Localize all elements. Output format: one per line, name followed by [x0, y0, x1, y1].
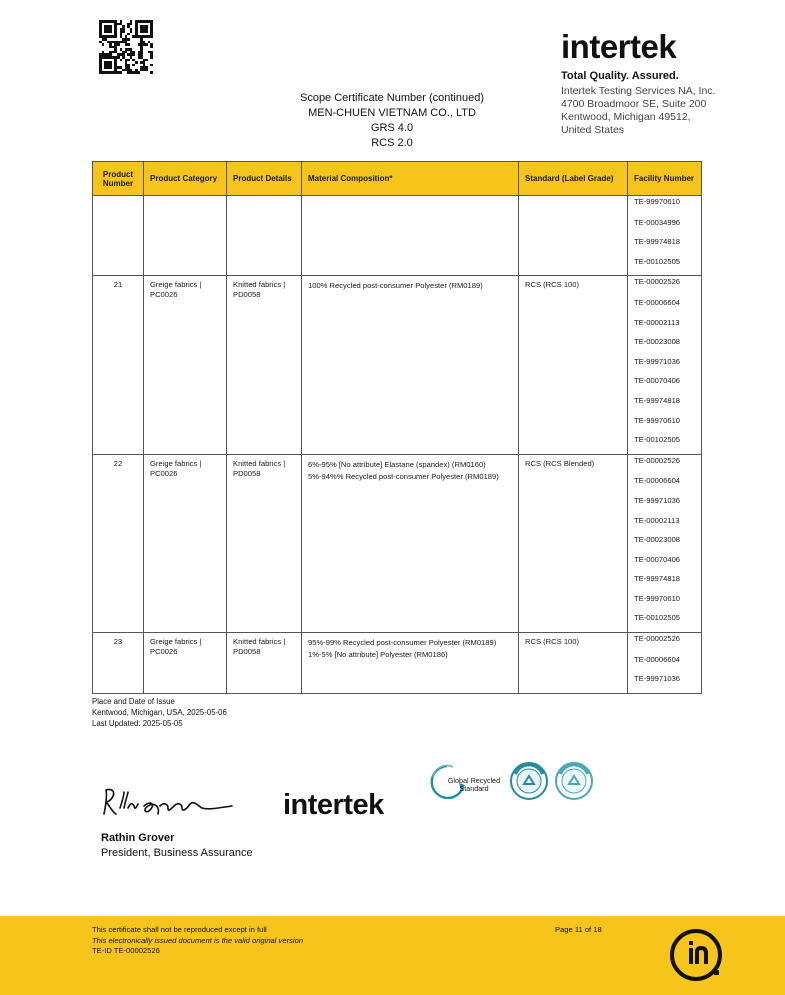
- product-details-cell: Knitted fabrics | PD0058: [227, 454, 302, 632]
- product-category-cell: Greige fabrics | PC0026: [144, 633, 227, 694]
- product-number-cell: 21: [93, 276, 144, 454]
- facility-number: TE-99974818: [634, 395, 681, 405]
- facility-number: TE-00002113: [634, 515, 680, 525]
- standard-cell: RCS (RCS 100): [519, 633, 628, 694]
- issue-label: Place and Date of Issue: [92, 697, 175, 706]
- facility-number: TE-00002526: [634, 455, 681, 465]
- footer-line: This electronically issued document is the valid original version: [92, 935, 304, 945]
- facility-number: TE-00034996: [634, 217, 681, 227]
- facility-number: TE-99970610: [634, 593, 681, 603]
- material-line: 1%-5% [No attribute] Polyester (RM0186): [308, 650, 448, 660]
- product-details-cell: Knitted fabrics | PD0058: [227, 633, 302, 694]
- facility-number: TE-00006604: [634, 476, 681, 486]
- column-header: Material Composition*: [302, 162, 519, 196]
- standard-cell: [519, 196, 628, 276]
- address-line: Intertek Testing Services NA, Inc.: [561, 85, 716, 97]
- intertek-logo: intertek: [561, 28, 677, 65]
- column-header: Product Details: [227, 162, 302, 196]
- signature-image: [98, 784, 243, 826]
- standard-grs: GRS 4.0: [370, 122, 414, 134]
- intertek-circle-logo: [667, 926, 725, 984]
- column-header: Facility Number: [628, 162, 702, 196]
- last-updated: Last Updated: 2025-05-05: [92, 719, 183, 728]
- material-composition-cell: [302, 276, 519, 454]
- rcs-blended-badge: [555, 762, 593, 800]
- standard-cell: RCS (RCS Blended): [519, 454, 628, 632]
- signer-title: President, Business Assurance: [101, 847, 253, 859]
- column-header: Standard (Label Grade): [519, 162, 628, 196]
- facility-number: TE-00023008: [634, 535, 681, 545]
- facility-number: TE-99971036: [634, 495, 681, 505]
- facility-number: TE-00102505: [634, 435, 681, 445]
- grs-line2: Standard: [459, 784, 489, 793]
- material-composition-cell: [302, 633, 519, 694]
- issue-place-date: Kentwood, Michigan, USA, 2025-05-06: [92, 708, 227, 717]
- intertek-logo: intertek: [283, 789, 384, 821]
- certificate-title-block: [242, 91, 542, 151]
- facility-number: TE-99971036: [634, 674, 681, 684]
- facility-number: TE-00023008: [634, 337, 681, 347]
- qr-code-icon: [99, 20, 153, 74]
- facility-number: TE-00002526: [634, 634, 681, 644]
- facility-number: TE-00006604: [634, 297, 681, 307]
- footer-te-id: TE-ID TE-00002526: [92, 946, 160, 956]
- facility-number: TE-00002113: [634, 317, 680, 327]
- table-row: [93, 633, 702, 694]
- facility-number: TE-99974818: [634, 574, 681, 584]
- table-row: [93, 196, 702, 276]
- tagline: Total Quality. Assured.: [561, 70, 679, 82]
- product-details-cell: [227, 196, 302, 276]
- page-number: Page 11 of 18: [555, 925, 602, 934]
- column-header: Product Category: [144, 162, 227, 196]
- product-number-cell: [93, 196, 144, 276]
- grs-line1: Global Recycled: [447, 776, 501, 785]
- facility-number: TE-00102505: [634, 613, 681, 623]
- certificate-title: Scope Certificate Number (continued): [299, 92, 485, 104]
- material-line: 95%-99% Recycled post-consumer Polyester (RM0189): [308, 638, 497, 648]
- facility-number: TE-00070406: [634, 554, 681, 564]
- facility-number: TE-00002526: [634, 277, 681, 287]
- facility-number: TE-99971036: [634, 356, 681, 366]
- company-name: MEN-CHUEN VIETNAM CO., LTD: [308, 107, 476, 119]
- facility-number: TE-99970610: [634, 415, 681, 425]
- facility-number-cell: [628, 633, 702, 694]
- material-line: 5%-94%% Recycled post-consumer Polyester (RM0189): [308, 471, 499, 481]
- facility-number-cell: [628, 454, 702, 632]
- product-category-cell: Greige fabrics | PC0026: [144, 276, 227, 454]
- facility-number-cell: [628, 196, 702, 276]
- facility-number: TE-00070406: [634, 376, 681, 386]
- product-category-cell: [144, 196, 227, 276]
- product-number-cell: 22: [93, 454, 144, 632]
- grs-logo: [429, 763, 503, 799]
- standard-rcs: RCS 2.0: [371, 137, 413, 149]
- material-composition-cell: [302, 454, 519, 632]
- facility-number: TE-99970610: [634, 197, 681, 206]
- product-details-cell: Knitted fabrics | PD0058: [227, 276, 302, 454]
- address-line: Kentwood, Michigan 49512,: [561, 111, 691, 123]
- product-table: [92, 161, 702, 694]
- material-line: 100% Recycled post-consumer Polyester (RM0189): [308, 281, 483, 291]
- footer-notes: [92, 925, 303, 957]
- facility-number-cell: [628, 276, 702, 454]
- facility-number: TE-99974818: [634, 237, 681, 247]
- rcs-100-badge: [510, 762, 548, 800]
- issue-info: [92, 696, 227, 729]
- product-category-cell: Greige fabrics | PC0026: [144, 454, 227, 632]
- material-line: 6%-95% [No attribute] Elastane (spandex) (RM0160): [308, 459, 486, 469]
- company-address: [561, 85, 715, 137]
- address-line: 4700 Broadmoor SE, Suite 200: [561, 98, 707, 110]
- table-row: [93, 454, 702, 632]
- product-number-cell: 23: [93, 633, 144, 694]
- standard-cell: RCS (RCS 100): [519, 276, 628, 454]
- material-composition-cell: [302, 196, 519, 276]
- footer-line: This certificate shall not be reproduced except in full: [92, 925, 267, 934]
- address-line: United States: [561, 124, 625, 136]
- signer-name: Rathin Grover: [101, 832, 175, 844]
- facility-number: TE-00102505: [634, 256, 681, 266]
- facility-number: TE-00006604: [634, 654, 681, 664]
- column-header: Product Number: [93, 162, 144, 196]
- table-row: [93, 276, 702, 454]
- table-header-row: [93, 162, 702, 196]
